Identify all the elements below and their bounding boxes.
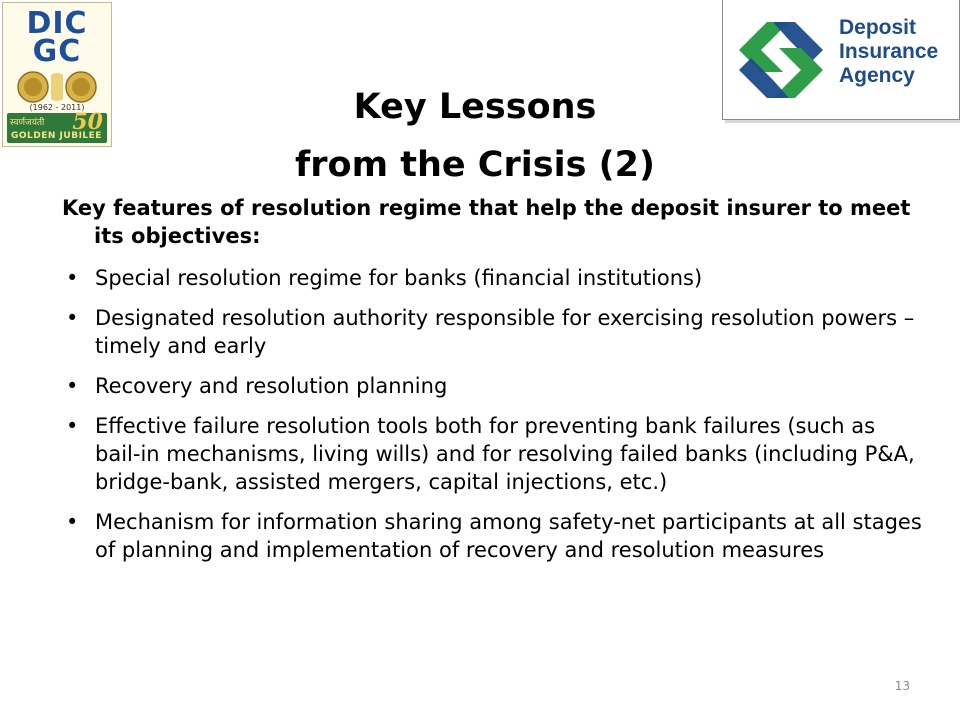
golden-jubilee-band	[7, 109, 107, 143]
bullet-icon: •	[66, 266, 79, 290]
list-item	[62, 264, 922, 292]
list-item	[62, 508, 922, 564]
agency-name-line2: Insurance	[839, 40, 939, 63]
bullet-icon: •	[66, 306, 79, 330]
bullet-text: Mechanism for information sharing among safety-net participants at all stages of planning and implementation of recovery and resolution measures	[95, 510, 922, 562]
agency-name-line3: Agency	[839, 64, 915, 87]
bullet-icon: •	[66, 374, 79, 398]
agency-name	[839, 16, 938, 88]
logo-golden-jubilee-text: GOLDEN JUBILEE	[11, 131, 102, 141]
list-item	[62, 304, 922, 360]
slide-body	[62, 194, 922, 576]
slide-title-line2: from the Crisis (2)	[295, 145, 655, 185]
bullet-text: Recovery and resolution planning	[95, 374, 448, 398]
page-number: 13	[894, 679, 910, 693]
bullet-text: Special resolution regime for banks (financial institutions)	[95, 266, 703, 290]
logo-text-dic: DIC	[26, 6, 88, 41]
agency-name-line1: Deposit	[839, 16, 917, 39]
emblem-seals-icon	[11, 71, 105, 103]
bullet-text: Designated resolution authority responsible for exercising resolution powers – timely and early	[95, 306, 915, 358]
bullet-list	[62, 264, 922, 564]
logo-years: (1962 - 2011)	[29, 103, 85, 112]
list-item	[62, 412, 922, 496]
list-item	[62, 372, 922, 400]
bullet-icon: •	[66, 510, 79, 534]
logo-text-gc: GC	[32, 34, 82, 69]
slide-title	[160, 78, 790, 194]
dicgc-golden-jubilee-logo	[2, 2, 112, 147]
logo-fifty: 50	[72, 109, 103, 135]
logo-hindi-text: स्वर्णजयंती	[10, 118, 45, 128]
bullet-icon: •	[66, 414, 79, 438]
slide-title-line1: Key Lessons	[353, 87, 597, 127]
bullet-text: Effective failure resolution tools both for preventing bank failures (such as bail-in mechanisms, living wills) and for resolving failed banks (including P&A, bridge-bank, assisted mergers, capital injections, etc.)	[95, 414, 915, 494]
intro-text: Key features of resolution regime that help the deposit insurer to meet its objectives:	[62, 196, 911, 248]
